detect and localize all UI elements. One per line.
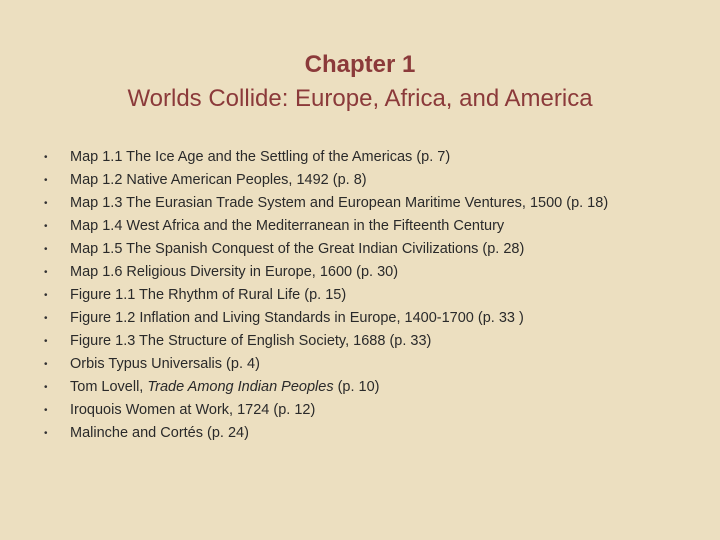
list-item	[0, 422, 720, 445]
bullet-icon: •	[44, 175, 48, 186]
list-item	[0, 146, 720, 169]
list-item-prefix: Tom Lovell,	[70, 379, 148, 395]
artwork-title: Trade Among Indian Peoples	[147, 379, 334, 395]
list-item-text: Map 1.4 West Africa and the Mediterranean in the Fifteenth Century	[70, 218, 505, 234]
bullet-icon: •	[44, 290, 48, 301]
chapter-subtitle: Worlds Collide: Europe, Africa, and America	[127, 85, 593, 112]
list-item-text	[70, 376, 380, 399]
list-item	[0, 169, 720, 192]
list-item-suffix: (p. 10)	[333, 379, 380, 395]
list-item-text: Map 1.6 Religious Diversity in Europe, 1600 (p. 30)	[70, 264, 399, 280]
bullet-icon: •	[44, 405, 48, 416]
list-item-text: Map 1.1 The Ice Age and the Settling of the Americas (p. 7)	[70, 149, 451, 165]
bullet-icon: •	[44, 313, 48, 324]
list-item-text: Figure 1.2 Inflation and Living Standards in Europe, 1400-1700 (p. 33 )	[70, 310, 524, 326]
list-item	[0, 399, 720, 422]
bullet-icon: •	[44, 428, 48, 439]
list-item-text: Orbis Typus Universalis (p. 4)	[70, 356, 260, 372]
chapter-heading: Chapter 1	[304, 51, 416, 78]
list-item	[0, 215, 720, 238]
bullet-icon: •	[44, 267, 48, 278]
list-item	[0, 238, 720, 261]
list-item-text: Map 1.2 Native American Peoples, 1492 (p. 8)	[70, 172, 367, 188]
list-item-text: Map 1.5 The Spanish Conquest of the Great Indian Civilizations (p. 28)	[70, 241, 525, 257]
bullet-icon: •	[44, 359, 48, 370]
list-item-text: Figure 1.1 The Rhythm of Rural Life (p. 15)	[70, 287, 347, 303]
list-item	[0, 192, 720, 215]
list-item-text: Map 1.3 The Eurasian Trade System and European Maritime Ventures, 1500 (p. 18)	[70, 195, 609, 211]
slide-title	[0, 48, 720, 116]
bullet-icon: •	[44, 152, 48, 163]
bullet-list	[0, 146, 720, 445]
list-item	[0, 261, 720, 284]
list-item-text: Figure 1.3 The Structure of English Society, 1688 (p. 33)	[70, 333, 432, 349]
bullet-icon: •	[44, 336, 48, 347]
bullet-icon: •	[44, 198, 48, 209]
bullet-icon: •	[44, 221, 48, 232]
list-item	[0, 353, 720, 376]
list-item	[0, 376, 720, 399]
list-item	[0, 330, 720, 353]
list-item-text: Iroquois Women at Work, 1724 (p. 12)	[70, 402, 316, 418]
list-item	[0, 307, 720, 330]
list-item	[0, 284, 720, 307]
bullet-icon: •	[44, 382, 48, 393]
list-item-text: Malinche and Cortés (p. 24)	[70, 425, 249, 441]
bullet-icon: •	[44, 244, 48, 255]
